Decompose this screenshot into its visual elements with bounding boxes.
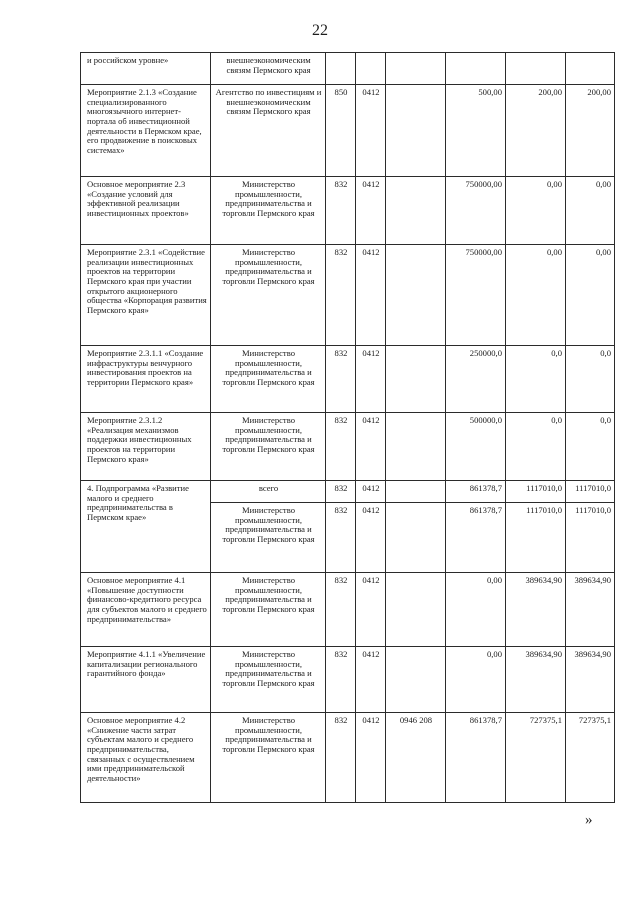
table-bottom-border xyxy=(80,802,615,803)
amount-year-2: 0,0 xyxy=(505,412,565,480)
amount-year-3: 200,00 xyxy=(565,84,615,176)
closing-quote-mark: » xyxy=(585,812,593,828)
responsible-executor: Министерство промышленности, предпринимательства и торговли Пермского края xyxy=(210,412,325,480)
section-code: 0412 xyxy=(355,244,385,345)
target-code: 0946 208 xyxy=(385,712,445,802)
responsible-executor: Министерство промышленности, предпринимательства и торговли Пермского края xyxy=(210,646,325,712)
amount-year-3: 389634,90 xyxy=(565,646,615,712)
program-name: Мероприятие 2.3.1 «Содействие реализации инвестиционных проектов на территории Пермского края при участии открытого акционерного общества «Корпорация развития Пермского края» xyxy=(80,244,210,345)
section-code: 0412 xyxy=(355,502,385,572)
program-name: 4. Подпрограмма «Развитие малого и среднего предпринимательства в Пермском крае» xyxy=(80,480,210,572)
responsible-executor: Министерство промышленности, предпринимательства и торговли Пермского края xyxy=(210,502,325,572)
program-name: Мероприятие 4.1.1 «Увеличение капитализации регионального гарантийного фонда» xyxy=(80,646,210,712)
amount-year-2 xyxy=(505,52,565,84)
amount-year-1: 861378,7 xyxy=(445,712,505,802)
grbs-code: 832 xyxy=(325,480,355,502)
grbs-code xyxy=(325,52,355,84)
target-code xyxy=(385,52,445,84)
section-code: 0412 xyxy=(355,646,385,712)
responsible-executor: Министерство промышленности, предпринимательства и торговли Пермского края xyxy=(210,244,325,345)
program-name: Основное мероприятие 4.1 «Повышение доступности финансово-кредитного ресурса для субъектов малого и среднего предпринимательства» xyxy=(80,572,210,646)
amount-year-2: 1117010,0 xyxy=(505,480,565,502)
amount-year-2: 389634,90 xyxy=(505,572,565,646)
amount-year-2: 727375,1 xyxy=(505,712,565,802)
responsible-executor: внешнеэкономическим связям Пермского края xyxy=(210,52,325,84)
target-code xyxy=(385,345,445,412)
target-code xyxy=(385,84,445,176)
program-name: Мероприятие 2.3.1.2 «Реализация механизмов поддержки инвестиционных проектов на территории Пермского края» xyxy=(80,412,210,480)
program-name: Мероприятие 2.3.1.1 «Создание инфраструктуры венчурного инвестирования проектов на территории Пермского края» xyxy=(80,345,210,412)
responsible-executor: всего xyxy=(210,480,325,502)
amount-year-3: 1117010,0 xyxy=(565,502,615,572)
section-code: 0412 xyxy=(355,345,385,412)
section-code: 0412 xyxy=(355,176,385,244)
grbs-code: 832 xyxy=(325,572,355,646)
section-code: 0412 xyxy=(355,84,385,176)
responsible-executor: Министерство промышленности, предпринимательства и торговли Пермского края xyxy=(210,712,325,802)
amount-year-1 xyxy=(445,52,505,84)
responsible-executor: Агентство по инвестициям и внешнеэкономическим связям Пермского края xyxy=(210,84,325,176)
section-code: 0412 xyxy=(355,412,385,480)
grbs-code: 832 xyxy=(325,244,355,345)
amount-year-3: 389634,90 xyxy=(565,572,615,646)
amount-year-3: 727375,1 xyxy=(565,712,615,802)
target-code xyxy=(385,412,445,480)
amount-year-3: 0,0 xyxy=(565,345,615,412)
responsible-executor: Министерство промышленности, предпринимательства и торговли Пермского края xyxy=(210,345,325,412)
target-code xyxy=(385,176,445,244)
amount-year-1: 0,00 xyxy=(445,572,505,646)
section-code: 0412 xyxy=(355,572,385,646)
amount-year-1: 0,00 xyxy=(445,646,505,712)
grbs-code: 832 xyxy=(325,176,355,244)
amount-year-2: 200,00 xyxy=(505,84,565,176)
target-code xyxy=(385,646,445,712)
page-number: 22 xyxy=(312,22,328,39)
target-code xyxy=(385,502,445,572)
grbs-code: 850 xyxy=(325,84,355,176)
responsible-executor: Министерство промышленности, предпринимательства и торговли Пермского края xyxy=(210,176,325,244)
amount-year-3: 0,00 xyxy=(565,244,615,345)
program-name: Мероприятие 2.1.3 «Создание специализированного многоязычного интернет-портала об инвестиционной деятельности в Пермском крае, его продвижение в поисковых системах» xyxy=(80,84,210,176)
program-name: Основное мероприятие 4.2 «Снижение части затрат субъектам малого и среднего предпринимательства, связанных с осуществлением ими предпринимательской деятельности» xyxy=(80,712,210,802)
target-code xyxy=(385,480,445,502)
grbs-code: 832 xyxy=(325,646,355,712)
program-name: и российском уровне» xyxy=(80,52,210,84)
grbs-code: 832 xyxy=(325,712,355,802)
amount-year-2: 0,0 xyxy=(505,345,565,412)
target-code xyxy=(385,244,445,345)
amount-year-2: 0,00 xyxy=(505,244,565,345)
amount-year-1: 500000,0 xyxy=(445,412,505,480)
amount-year-1: 750000,00 xyxy=(445,176,505,244)
amount-year-2: 1117010,0 xyxy=(505,502,565,572)
amount-year-3: 0,00 xyxy=(565,176,615,244)
section-code: 0412 xyxy=(355,480,385,502)
amount-year-3: 1117010,0 xyxy=(565,480,615,502)
amount-year-2: 389634,90 xyxy=(505,646,565,712)
grbs-code: 832 xyxy=(325,502,355,572)
target-code xyxy=(385,572,445,646)
amount-year-1: 861378,7 xyxy=(445,502,505,572)
amount-year-3 xyxy=(565,52,615,84)
amount-year-1: 750000,00 xyxy=(445,244,505,345)
section-code: 0412 xyxy=(355,712,385,802)
section-code xyxy=(355,52,385,84)
amount-year-3: 0,0 xyxy=(565,412,615,480)
responsible-executor: Министерство промышленности, предпринимательства и торговли Пермского края xyxy=(210,572,325,646)
amount-year-1: 500,00 xyxy=(445,84,505,176)
program-name: Основное мероприятие 2.3 «Создание условий для эффективной реализации инвестиционных проектов» xyxy=(80,176,210,244)
grbs-code: 832 xyxy=(325,345,355,412)
amount-year-2: 0,00 xyxy=(505,176,565,244)
amount-year-1: 250000,0 xyxy=(445,345,505,412)
grbs-code: 832 xyxy=(325,412,355,480)
amount-year-1: 861378,7 xyxy=(445,480,505,502)
